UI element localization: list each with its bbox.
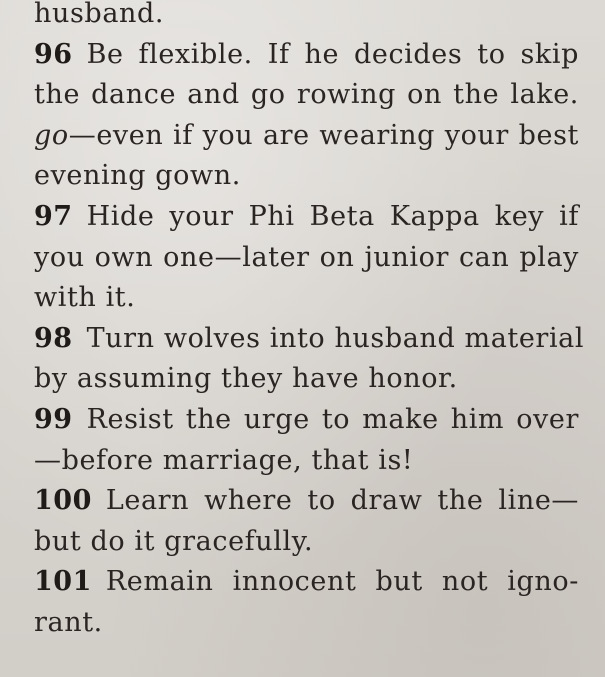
text-line: but do it gracefully.	[34, 525, 314, 557]
tip-99-line	[34, 400, 579, 441]
tip-96-line	[34, 35, 579, 76]
tip-text: Be flexible. If he decides to skip	[86, 38, 579, 70]
text-line: rant.	[34, 606, 103, 638]
tip-text: Turn wolves into husband material	[86, 322, 585, 354]
tip-101-line	[34, 562, 579, 603]
tips-text	[34, 0, 585, 644]
italic-word: go	[34, 119, 69, 151]
tip-number: 101	[34, 566, 92, 598]
tip-100-line	[34, 481, 579, 522]
tip-number: 97	[34, 200, 73, 232]
tip-text: Resist the urge to make him over	[86, 403, 579, 435]
tip-number: 96	[34, 38, 73, 70]
text-line: by assuming they have honor.	[34, 363, 458, 395]
tip-text: Learn where to draw the line—	[105, 485, 579, 517]
tip-98-line	[34, 319, 585, 360]
tip-text: —even if you are wearing your best	[68, 119, 579, 151]
tip-number: 99	[34, 403, 73, 435]
text-line: husband.	[34, 0, 165, 29]
text-line	[34, 116, 579, 157]
tip-text: Remain innocent but not igno-	[105, 566, 579, 598]
tip-97-line	[34, 197, 579, 238]
tip-number: 98	[34, 322, 73, 354]
text-line: with it.	[34, 282, 136, 314]
text-line: the dance and go rowing on the lake.	[34, 79, 579, 111]
tip-number: 100	[34, 485, 92, 517]
tip-text: Hide your Phi Beta Kappa key if	[86, 200, 579, 232]
text-line: evening gown.	[34, 160, 241, 192]
text-line: you own one—later on junior can play	[34, 241, 579, 273]
text-line: —before marriage, that is!	[34, 444, 414, 476]
